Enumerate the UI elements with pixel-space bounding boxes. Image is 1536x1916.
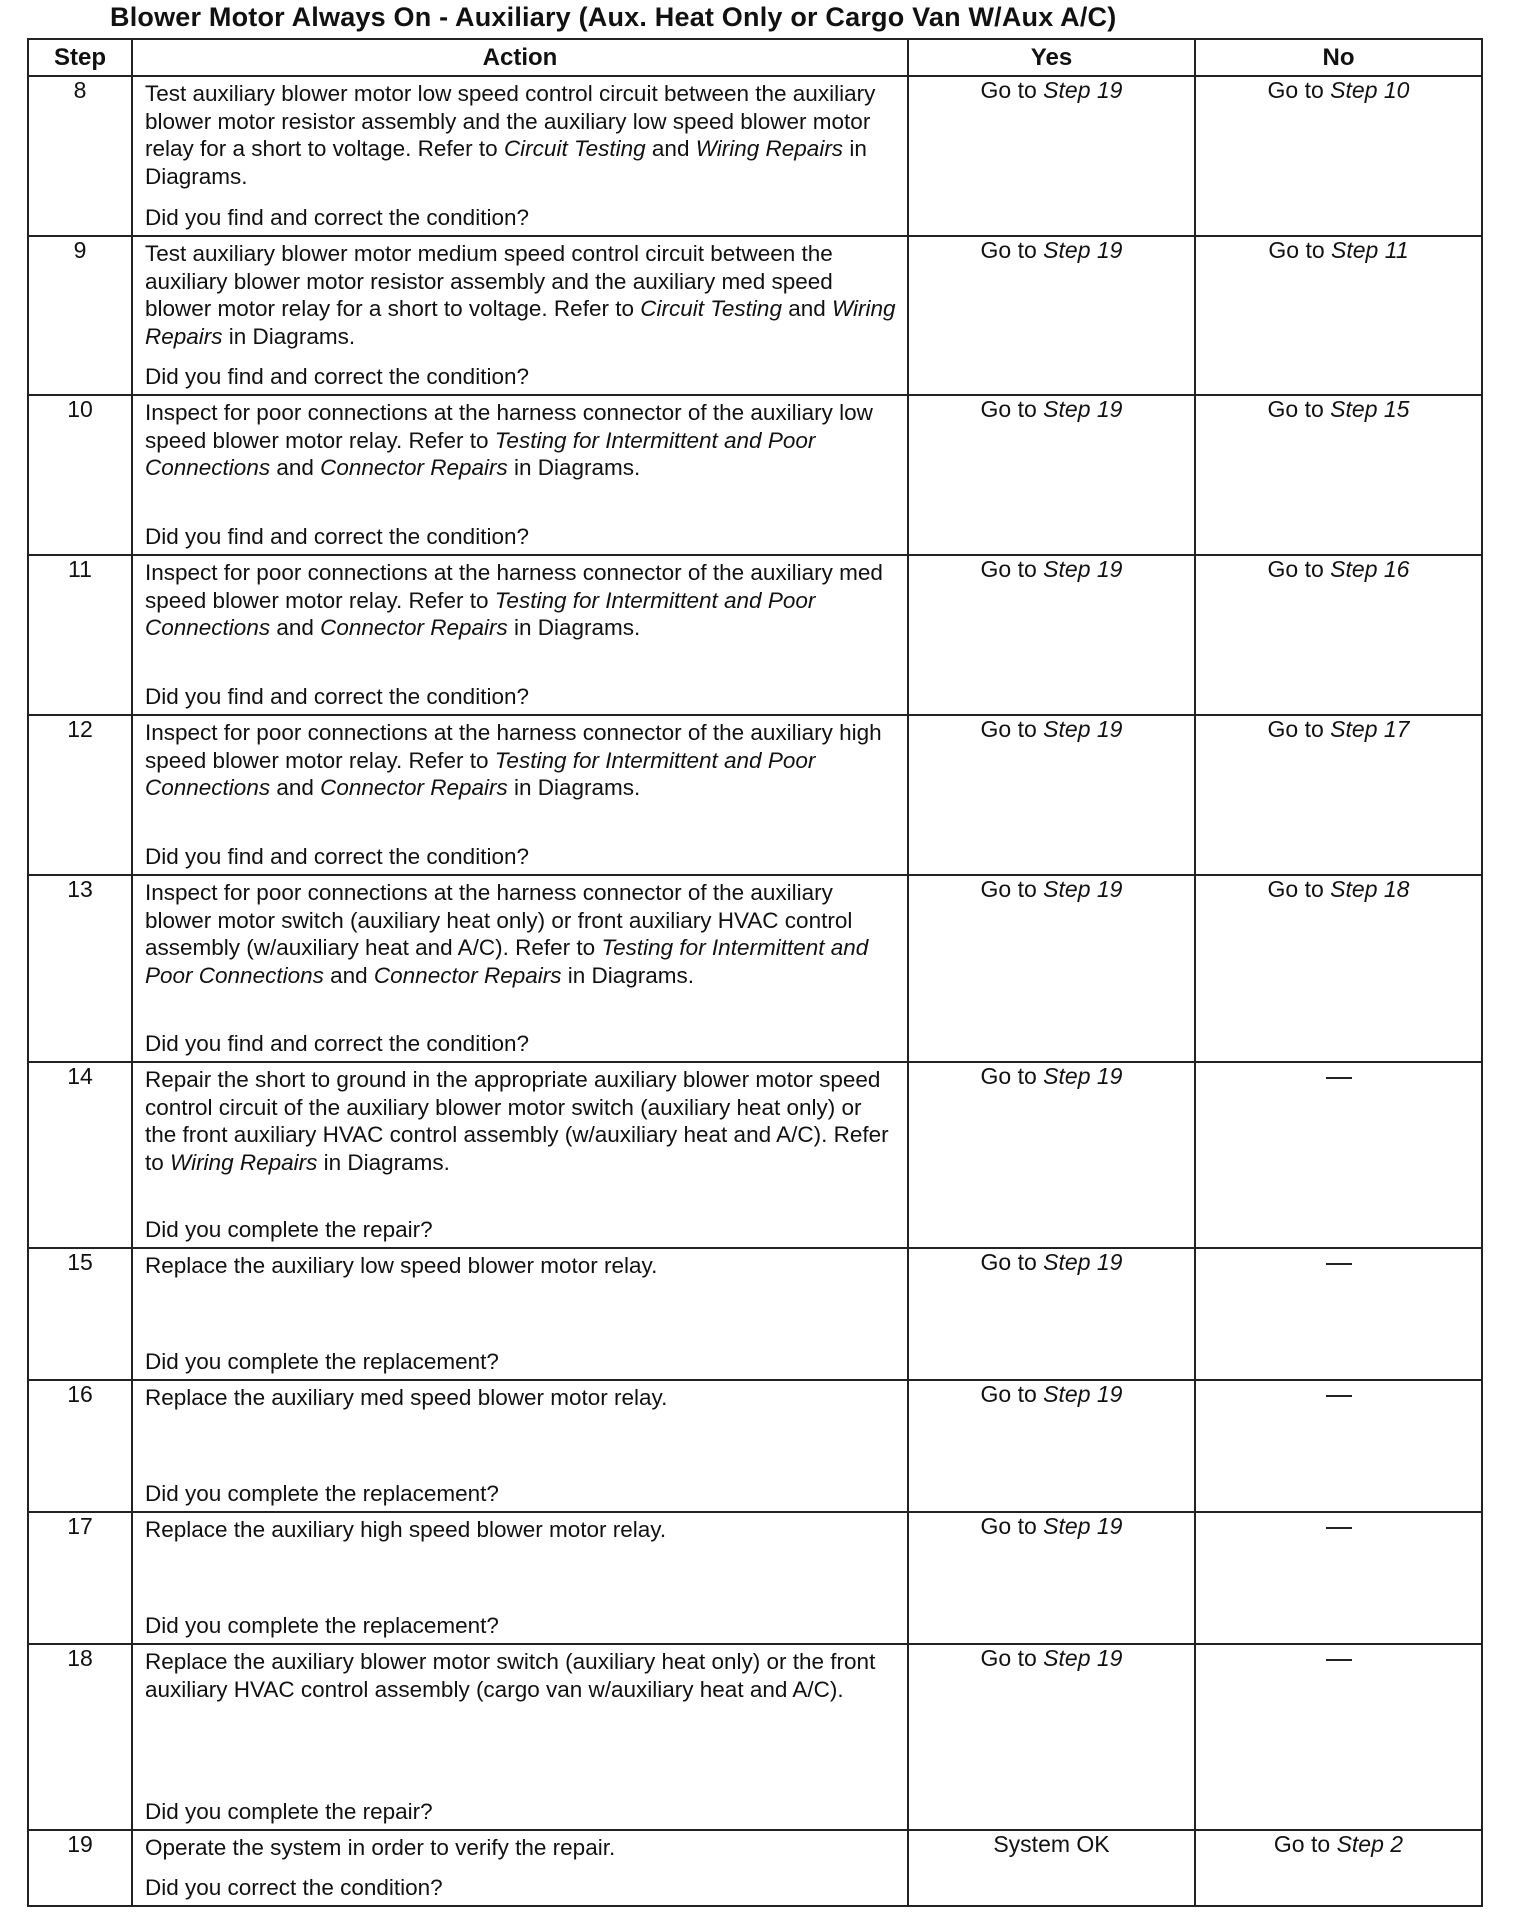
goto-step-ref: Step 19	[1043, 1645, 1123, 1671]
action-text-segment: and	[781, 296, 833, 321]
no-result	[1195, 715, 1482, 875]
action-reference: Wiring Repairs	[145, 296, 896, 349]
goto-prefix: Go to	[1267, 556, 1331, 582]
goto-text	[981, 1513, 1123, 1539]
action-cell	[132, 1512, 908, 1644]
action-text-segment: and	[270, 775, 321, 800]
dash-mark	[1326, 1527, 1352, 1529]
action-content	[133, 876, 907, 1061]
action-cell	[132, 555, 908, 715]
no-result	[1195, 236, 1482, 395]
action-cell	[132, 236, 908, 395]
goto-prefix: Go to	[1267, 396, 1331, 422]
action-question: Did you correct the condition?	[145, 1874, 443, 1900]
action-reference: Testing for Intermittent and Poor Connections	[145, 427, 816, 480]
action-reference: Testing for Intermittent and Poor Connections	[145, 587, 816, 640]
action-content	[133, 1063, 907, 1247]
goto-text	[1268, 237, 1408, 263]
action-text-segment: in Diagrams.	[507, 455, 641, 480]
goto-text	[1268, 77, 1410, 103]
action-instruction	[145, 719, 897, 802]
action-instruction	[145, 1516, 897, 1544]
goto-step-ref: Step 19	[1043, 556, 1123, 582]
action-content	[133, 556, 907, 714]
action-reference: Wiring Repairs	[170, 1149, 318, 1175]
no-result	[1195, 1644, 1482, 1830]
action-text-segment: in Diagrams.	[507, 615, 641, 640]
yes-result	[908, 555, 1195, 715]
column-header-action: Action	[132, 39, 908, 76]
no-result	[1195, 1512, 1482, 1644]
goto-text	[981, 1381, 1123, 1407]
step-number: 10	[28, 395, 132, 555]
goto-step-ref: Step 17	[1330, 716, 1410, 742]
action-content	[133, 1249, 907, 1379]
no-result	[1195, 76, 1482, 236]
goto-prefix: Go to	[1273, 1831, 1337, 1857]
action-cell	[132, 1062, 908, 1248]
action-text-segment: and	[270, 615, 321, 640]
goto-step-ref: Step 11	[1331, 237, 1409, 263]
action-instruction	[145, 1834, 897, 1862]
action-text-segment: Test auxiliary blower motor low speed control circuit between the auxiliary blower motor resistor assembly and the auxiliary low speed blower motor relay for a short to voltage. Refer to	[145, 81, 876, 161]
yes-result	[908, 875, 1195, 1062]
no-result	[1195, 875, 1482, 1062]
action-text-segment: and	[645, 136, 696, 161]
action-question: Did you complete the replacement?	[145, 1348, 499, 1374]
step-number: 13	[28, 875, 132, 1062]
yes-result	[908, 1830, 1195, 1906]
action-text-segment: Repair the short to ground in the appropriate auxiliary blower motor speed control circuit of the auxiliary blower motor switch (auxiliary heat only) or the front auxiliary HVAC control assembly (w/auxiliary heat and A/C). Refer to	[145, 1067, 889, 1175]
action-reference: Testing for Intermittent and Poor Connections	[145, 935, 869, 988]
goto-step-ref: Step 19	[1043, 237, 1123, 263]
table-row	[28, 715, 1482, 875]
action-reference: Circuit Testing	[640, 296, 782, 321]
goto-text	[981, 556, 1123, 582]
goto-text	[1268, 876, 1410, 902]
table-row	[28, 1644, 1482, 1830]
action-instruction	[145, 1384, 897, 1412]
action-reference: Circuit Testing	[503, 136, 646, 161]
action-content	[133, 237, 907, 394]
dash-mark	[1326, 1077, 1352, 1079]
goto-text	[981, 876, 1123, 902]
table-row	[28, 555, 1482, 715]
goto-step-ref: Step 15	[1330, 396, 1410, 422]
goto-text	[981, 1063, 1123, 1089]
action-text-segment: Replace the auxiliary med speed blower motor relay.	[145, 1385, 668, 1410]
goto-prefix: Go to	[980, 1513, 1044, 1539]
action-instruction	[145, 80, 897, 190]
action-reference: Wiring Repairs	[695, 136, 844, 161]
yes-result	[908, 1062, 1195, 1248]
goto-prefix: Go to	[980, 1063, 1044, 1089]
action-content	[133, 716, 907, 874]
goto-step-ref: Step 16	[1330, 556, 1410, 582]
action-instruction	[145, 1066, 897, 1176]
goto-text	[981, 1249, 1123, 1275]
dash-mark	[1326, 1263, 1352, 1265]
action-question: Did you find and correct the condition?	[145, 1030, 529, 1056]
goto-text	[981, 77, 1123, 103]
action-text-segment: and	[270, 455, 321, 480]
goto-text	[1268, 396, 1410, 422]
action-text-segment: Inspect for poor connections at the harness connector of the auxiliary low speed blower motor relay. Refer to	[145, 400, 873, 453]
action-text-segment: in Diagrams.	[561, 962, 695, 988]
goto-prefix: Go to	[980, 1645, 1044, 1671]
goto-text	[1268, 556, 1410, 582]
action-reference: Connector Repairs	[373, 962, 562, 988]
no-result	[1195, 555, 1482, 715]
action-text-segment: Inspect for poor connections at the harness connector of the auxiliary high speed blower motor relay. Refer to	[145, 720, 882, 773]
action-cell	[132, 1644, 908, 1830]
goto-step-ref: Step 19	[1043, 1513, 1123, 1539]
action-instruction	[145, 879, 897, 989]
action-cell	[132, 875, 908, 1062]
goto-step-ref: Step 19	[1043, 716, 1123, 742]
action-text-segment: Inspect for poor connections at the harness connector of the auxiliary blower motor switch (auxiliary heat only) or front auxiliary HVAC control assembly (w/auxiliary heat and A/C). Refer to	[145, 880, 853, 960]
no-result	[1195, 1062, 1482, 1248]
goto-step-ref: Step 10	[1330, 77, 1410, 103]
table-row	[28, 875, 1482, 1062]
action-text-segment: and	[323, 962, 374, 988]
goto-prefix: Go to	[980, 237, 1044, 263]
no-result	[1195, 1380, 1482, 1512]
action-instruction	[145, 1252, 897, 1280]
goto-prefix: Go to	[980, 876, 1044, 902]
action-content	[133, 1831, 907, 1905]
action-cell	[132, 715, 908, 875]
yes-result	[908, 1512, 1195, 1644]
yes-result	[908, 1248, 1195, 1380]
action-content	[133, 77, 907, 235]
table-row	[28, 1380, 1482, 1512]
action-instruction	[145, 240, 897, 350]
action-content	[133, 1381, 907, 1511]
step-number: 19	[28, 1830, 132, 1906]
goto-step-ref: Step 2	[1336, 1831, 1404, 1857]
action-text-segment: Test auxiliary blower motor medium speed control circuit between the auxiliary blower motor resistor assembly and the auxiliary med speed blower motor relay for a short to voltage. Refer to	[145, 241, 833, 321]
step-number: 11	[28, 555, 132, 715]
goto-text	[1268, 716, 1410, 742]
yes-result	[908, 236, 1195, 395]
goto-prefix: Go to	[980, 716, 1044, 742]
goto-step-ref: Step 19	[1043, 1063, 1123, 1089]
no-result	[1195, 395, 1482, 555]
goto-prefix: Go to	[980, 396, 1044, 422]
goto-step-ref: Step 19	[1043, 876, 1123, 902]
table-header-row	[28, 39, 1482, 76]
goto-prefix: Go to	[980, 556, 1044, 582]
action-content	[133, 396, 907, 554]
column-header-yes: Yes	[908, 39, 1195, 76]
action-reference: Connector Repairs	[320, 455, 508, 480]
goto-prefix: Go to	[980, 1249, 1044, 1275]
yes-result	[908, 1380, 1195, 1512]
dash-mark	[1326, 1395, 1352, 1397]
column-header-no: No	[1195, 39, 1482, 76]
action-text-segment: in Diagrams.	[317, 1149, 450, 1175]
action-text-segment: Inspect for poor connections at the harness connector of the auxiliary med speed blower motor relay. Refer to	[145, 560, 883, 613]
action-text-segment: Replace the auxiliary high speed blower motor relay.	[145, 1517, 667, 1542]
table-row	[28, 1512, 1482, 1644]
action-cell	[132, 1248, 908, 1380]
action-cell	[132, 395, 908, 555]
step-number: 15	[28, 1248, 132, 1380]
action-question: Did you find and correct the condition?	[145, 843, 529, 869]
goto-step-ref: Step 18	[1330, 876, 1410, 902]
table-row	[28, 1248, 1482, 1380]
action-question: Did you complete the repair?	[145, 1216, 433, 1242]
goto-text	[1274, 1831, 1403, 1857]
action-text-segment: Replace the auxiliary low speed blower motor relay.	[145, 1253, 658, 1278]
action-content	[133, 1513, 907, 1643]
action-instruction	[145, 559, 897, 642]
step-number: 18	[28, 1644, 132, 1830]
goto-prefix: Go to	[980, 1381, 1044, 1407]
goto-prefix: System OK	[993, 1831, 1110, 1857]
yes-result	[908, 1644, 1195, 1830]
action-text-segment: Replace the auxiliary blower motor switch (auxiliary heat only) or the front auxiliary HVAC control assembly (cargo van w/auxiliary heat and A/C).	[145, 1649, 876, 1702]
page-title: Blower Motor Always On - Auxiliary (Aux. Heat Only or Cargo Van W/Aux A/C)	[110, 2, 1117, 32]
goto-step-ref: Step 19	[1043, 77, 1123, 103]
table-row	[28, 1830, 1482, 1906]
yes-result	[908, 715, 1195, 875]
goto-step-ref: Step 19	[1043, 1249, 1123, 1275]
action-content	[133, 1645, 907, 1829]
action-question: Did you complete the replacement?	[145, 1480, 499, 1506]
action-question: Did you complete the repair?	[145, 1798, 433, 1824]
goto-step-ref: Step 19	[1043, 1381, 1123, 1407]
step-number: 12	[28, 715, 132, 875]
goto-text	[981, 237, 1123, 263]
action-text-segment: Operate the system in order to verify the repair.	[145, 1835, 616, 1860]
action-cell	[132, 76, 908, 236]
action-question: Did you find and correct the condition?	[145, 683, 529, 709]
table-row	[28, 1062, 1482, 1248]
goto-step-ref: Step 19	[1043, 396, 1123, 422]
goto-prefix: Go to	[1268, 237, 1332, 263]
no-result	[1195, 1830, 1482, 1906]
action-cell	[132, 1830, 908, 1906]
step-number: 17	[28, 1512, 132, 1644]
table-row	[28, 395, 1482, 555]
action-text-segment: in Diagrams.	[507, 775, 641, 800]
step-number: 8	[28, 76, 132, 236]
yes-result	[908, 395, 1195, 555]
column-header-step: Step	[28, 39, 132, 76]
action-text-segment: in Diagrams.	[145, 136, 867, 189]
yes-result	[908, 76, 1195, 236]
goto-text	[981, 1645, 1123, 1671]
goto-prefix: Go to	[1267, 876, 1331, 902]
dash-mark	[1326, 1659, 1352, 1661]
table-row	[28, 236, 1482, 395]
action-question: Did you find and correct the condition?	[145, 523, 529, 549]
action-reference: Connector Repairs	[320, 615, 508, 640]
table-row	[28, 76, 1482, 236]
action-question: Did you find and correct the condition?	[145, 204, 529, 230]
no-result	[1195, 1248, 1482, 1380]
step-number: 16	[28, 1380, 132, 1512]
goto-prefix: Go to	[1267, 77, 1331, 103]
action-instruction	[145, 399, 897, 482]
goto-prefix: Go to	[1267, 716, 1331, 742]
action-question: Did you find and correct the condition?	[145, 363, 529, 389]
diagnostic-table	[27, 38, 1483, 1907]
action-question: Did you complete the replacement?	[145, 1612, 499, 1638]
action-cell	[132, 1380, 908, 1512]
action-reference: Testing for Intermittent and Poor Connections	[145, 747, 816, 800]
action-reference: Connector Repairs	[320, 775, 508, 800]
goto-text	[993, 1831, 1109, 1857]
goto-text	[981, 396, 1123, 422]
goto-prefix: Go to	[980, 77, 1044, 103]
action-text-segment: in Diagrams.	[222, 323, 356, 349]
action-instruction	[145, 1648, 897, 1703]
goto-text	[981, 716, 1123, 742]
step-number: 14	[28, 1062, 132, 1248]
step-number: 9	[28, 236, 132, 395]
